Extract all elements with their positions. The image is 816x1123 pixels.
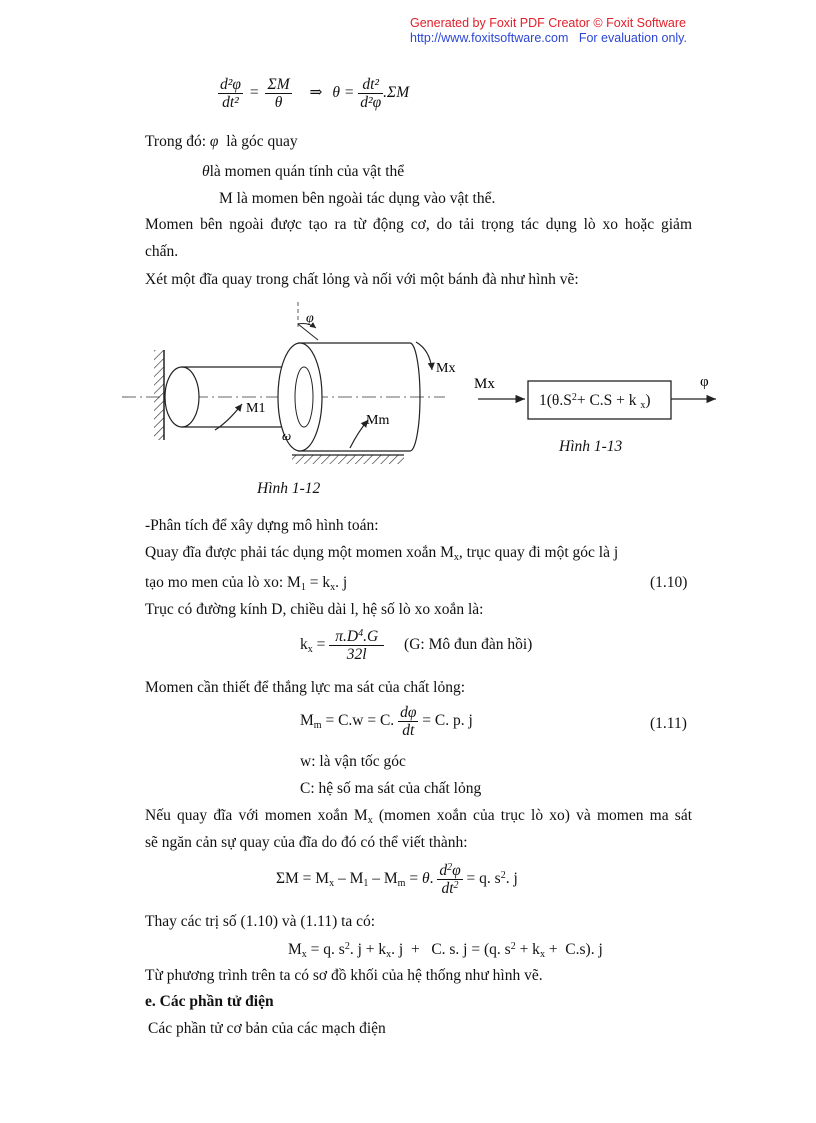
para3-line2: sẽ ngăn cản sự quay của đĩa do đó có thể viết thành: (145, 834, 468, 851)
c-def: C: hệ số ma sát của chất lỏng (300, 780, 482, 797)
para1-line2: chấn. (145, 243, 179, 260)
block-text: $1(\theta.S^2+ C.S + k$ $_x$) (539, 392, 651, 411)
wall-hatch (154, 350, 164, 440)
section-e-text: Các phần tử cơ bản của các mạch điện (148, 1020, 386, 1037)
para3-line1: Nếu quay đĩa với momen xoắn $M_x$ (momen xoắn của trục lò xo) và momen ma sát (145, 807, 693, 826)
analysis-line1: Quay đĩa được phải tác dụng một momen xoắn $M_x$, trục quay đi một góc là j (145, 544, 619, 563)
label-omega: ω (282, 428, 292, 443)
floor-hatch (292, 455, 404, 464)
defs-intro-line: Trong đó: φ là góc quay (145, 133, 298, 150)
equation-top: $\frac{\text{d²φ}}{\text{dt²}}$ = $\frac{\Sigma M}{\theta}$ ⇒ θ = $\frac{\text{dt²}}{\text{d²φ}}$ .ΣM (220, 76, 410, 111)
para1-line1: Momen bên ngoài được tạo ra từ động cơ, do tải trọng tác dụng lò xo hoặc giảm (145, 216, 692, 233)
defs-theta-line: θlà momen quán tính của vật thể (202, 163, 405, 180)
mm-fraction: $\frac{d\varphi}{dt}$ (400, 704, 417, 739)
figure-1-12 (120, 300, 456, 500)
sum-fraction: $\frac{d^2\varphi}{dt^2}$ (439, 862, 461, 897)
label-phi: φ (306, 311, 314, 326)
w-def: w: là vận tốc góc (300, 753, 406, 770)
para2: Xét một đĩa quay trong chất lỏng và nối với một bánh đà như hình vẽ: (145, 271, 579, 288)
shaft-text: Trục có đường kính D, chiều dài l, hệ số lò xo xoắn là: (145, 601, 484, 618)
substitute-intro: Thay các trị số (1.10) và (1.11) ta có: (145, 913, 376, 930)
watermark-url[interactable]: http://www.foxitsoftware.com (410, 31, 569, 45)
label-mx: Mx (436, 361, 456, 376)
m1-arrow (215, 404, 242, 430)
defs-m-line: M là momen bên ngoài tác dụng vào vật thể. (219, 190, 496, 207)
sum-formula: $\Sigma M = M_x - M_1 - M_m = \theta$. $\frac{d^2\varphi}{dt^2}$ = q. $s^2$. j (276, 862, 518, 897)
eq-label-1-11: (1.11) (650, 715, 687, 732)
watermark-note: For evaluation only. (578, 31, 687, 45)
shaft-end (165, 367, 199, 427)
frac-sumM-theta: $\frac{\Sigma M}{\theta}$ (267, 76, 290, 111)
figure-1-13-caption: Hình 1-13 (559, 438, 623, 455)
mx-formula: $M_x = q$. $s^2$. $j + k_x$. j + C. s. j = (q. $s^2 + k_x + C.s$). j (288, 941, 603, 960)
friction-intro: Momen cần thiết để thắng lực ma sát của chất lỏng: (145, 679, 466, 696)
analysis-title: -Phân tích để xây dựng mô hình toán: (145, 517, 379, 534)
block-output-label: φ (700, 374, 709, 390)
mm-formula: $M_m = C.w = C$. $\frac{d\varphi}{dt}$ = C. p. j (300, 704, 473, 739)
block-input-label: Mx (474, 376, 495, 392)
frac-d2phi-dt2: $\frac{\text{d²φ}}{\text{dt²}}$ (220, 76, 241, 111)
frac-dt2-d2phi: $\frac{\text{dt²}}{\text{d²φ}}$ (360, 76, 382, 111)
eq-label-1-10: (1.10) (650, 574, 688, 591)
kx-fraction: $\frac{\pi.D^4.G}{32l}$ (329, 628, 384, 663)
label-m1: M1 (246, 401, 266, 416)
phi-line (298, 324, 318, 340)
analysis-line2: tạo mo men của lò xo: $M_1 = k_x$. j (145, 574, 348, 593)
section-e-heading: e. Các phần tử điện (145, 993, 274, 1010)
watermark-line1: Generated by Foxit PDF Creator © Foxit Software (410, 16, 686, 30)
kx-formula: $k_x$ = $\frac{\pi.D^4.G}{32l}$ (G: Mô đun đàn hồi) (300, 628, 533, 663)
figure-1-12-caption: Hình 1-12 (257, 480, 321, 497)
watermark-line2 (410, 31, 687, 45)
conclusion: Từ phương trình trên ta có sơ đồ khối của hệ thống như hình vẽ. (145, 967, 543, 984)
label-mm: Mm (366, 413, 390, 428)
